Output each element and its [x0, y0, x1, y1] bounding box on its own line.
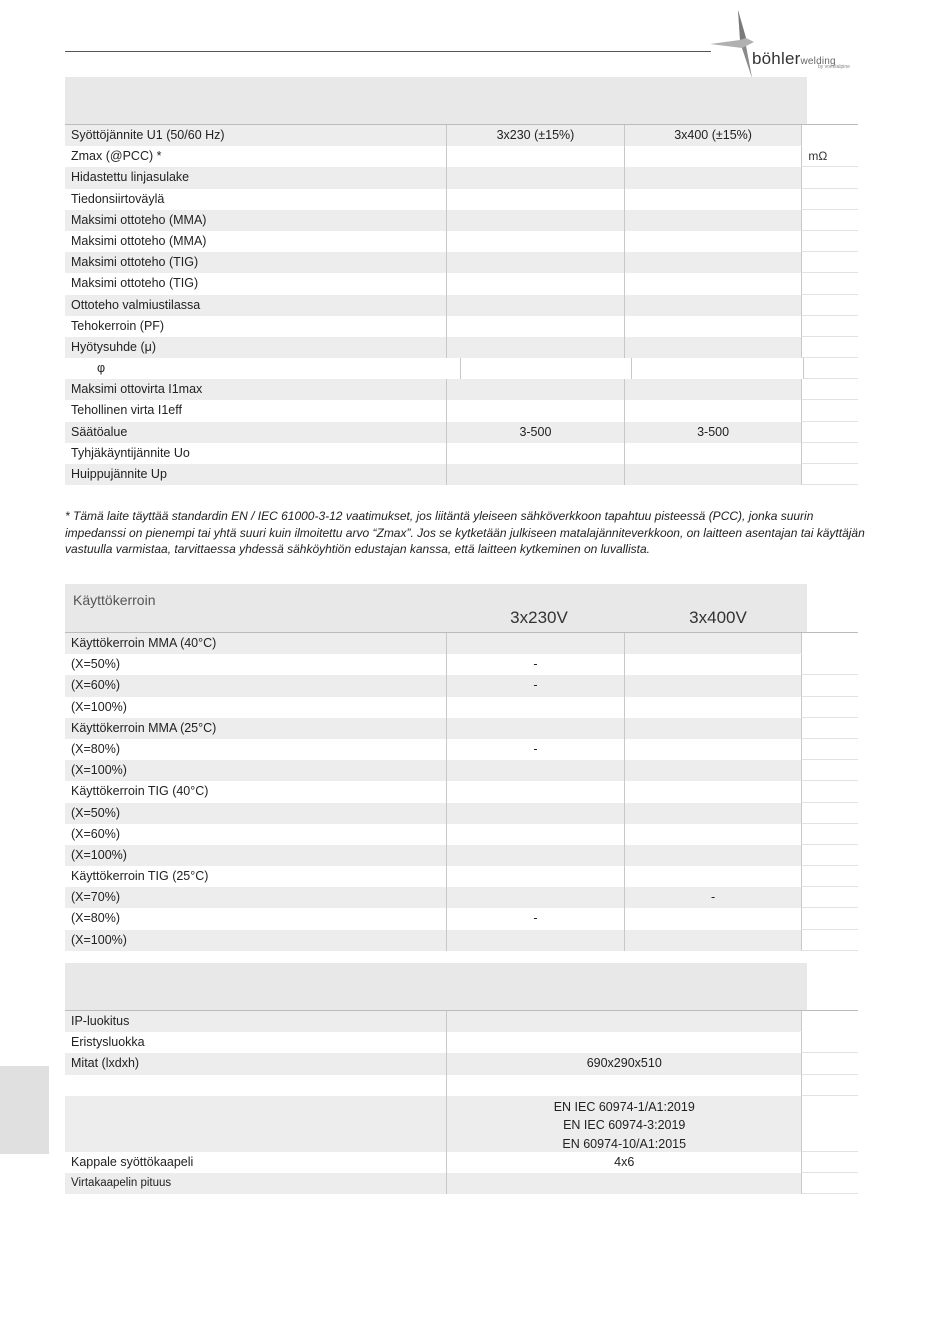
unit-cell — [801, 252, 858, 273]
table-row — [65, 146, 858, 167]
unit-cell — [801, 1075, 858, 1096]
brand-tagline: by voestalpine — [818, 64, 850, 70]
table-row — [65, 760, 858, 781]
row-value — [446, 1075, 801, 1096]
table-row — [65, 1152, 858, 1173]
table-row — [65, 1173, 858, 1194]
table-row — [65, 675, 858, 696]
table-row — [65, 1053, 858, 1074]
table-row — [65, 739, 858, 760]
unit-cell — [801, 273, 858, 294]
value-3x230 — [446, 273, 624, 294]
value-3x230 — [460, 358, 632, 379]
value-3x400 — [624, 443, 802, 464]
row-label — [65, 1096, 446, 1152]
row-label: (X=100%) — [71, 699, 127, 714]
value-3x400 — [624, 718, 802, 739]
physical-data-rows — [65, 1011, 858, 1194]
row-label: (X=80%) — [71, 911, 120, 926]
unit-cell — [801, 781, 858, 802]
table-row — [65, 125, 858, 146]
value-3x230 — [446, 189, 624, 210]
row-label: Käyttökerroin MMA (25°C) — [65, 718, 446, 739]
table-row — [65, 464, 858, 485]
unit-cell — [803, 358, 858, 379]
table-row — [65, 167, 858, 188]
row-label: Ottoteho valmiustilassa — [65, 295, 446, 316]
unit-cell — [801, 1053, 858, 1074]
row-label: (X=100%) — [65, 930, 446, 951]
duty-cycle-table — [65, 584, 858, 951]
value-3x400 — [624, 189, 802, 210]
row-label: Maksimi ottoteho (MMA) — [71, 233, 207, 248]
brand-suffix: welding — [800, 56, 836, 67]
value-3x230 — [446, 781, 624, 802]
row-label — [65, 1075, 446, 1096]
value-3x230: - — [446, 675, 624, 696]
table-row — [65, 231, 858, 252]
row-label: Käyttökerroin TIG (25°C) — [71, 869, 209, 884]
unit-cell — [801, 443, 858, 464]
value-3x400 — [624, 146, 802, 167]
table-row — [65, 633, 858, 654]
value-3x230 — [446, 400, 624, 421]
row-label: Tehokerroin (PF) — [71, 318, 165, 333]
row-label: (X=70%) — [65, 887, 446, 908]
row-label: Käyttökerroin MMA (40°C) — [65, 633, 446, 654]
table-row — [65, 1075, 858, 1096]
row-value — [446, 1173, 801, 1194]
value-3x230 — [446, 887, 624, 908]
table-row — [65, 654, 858, 675]
row-label: (X=50%) — [65, 803, 446, 824]
value-3x230 — [446, 697, 624, 718]
value-3x400 — [624, 337, 802, 358]
row-label: (X=50%) — [71, 657, 120, 672]
unit-cell — [801, 760, 858, 781]
table-row — [65, 358, 858, 379]
row-label: Tiedonsiirtoväylä — [71, 191, 165, 206]
row-label: Käyttökerroin TIG (40°C) — [71, 784, 209, 799]
table-row — [65, 1032, 858, 1053]
value-3x230 — [446, 231, 624, 252]
value-3x400 — [624, 930, 802, 951]
value-3x230 — [446, 167, 624, 188]
unit-cell — [801, 803, 858, 824]
duty-cycle-header — [65, 584, 807, 632]
unit-cell: mΩ — [801, 146, 858, 167]
duty-cycle-title: Käyttökerroin — [73, 592, 156, 608]
value-3x230 — [446, 718, 624, 739]
table-row — [65, 930, 858, 951]
unit-cell — [801, 1032, 858, 1053]
row-label: Maksimi ottoteho (TIG) — [65, 252, 446, 273]
unit-cell — [801, 210, 858, 231]
value-3x400 — [624, 781, 802, 802]
value-3x400 — [624, 167, 802, 188]
value-3x230 — [446, 930, 624, 951]
unit-cell — [801, 739, 858, 760]
unit-cell — [801, 379, 858, 400]
value-3x400 — [624, 464, 802, 485]
brand-name: böhler — [752, 49, 801, 68]
table-row — [65, 189, 858, 210]
unit-cell — [801, 824, 858, 845]
value-3x230 — [446, 803, 624, 824]
value-3x230: - — [446, 739, 624, 760]
unit-cell — [801, 1173, 858, 1194]
unit-cell — [801, 845, 858, 866]
value-3x400 — [624, 845, 802, 866]
table-row — [65, 697, 858, 718]
physical-data-header — [65, 963, 807, 1010]
value-3x230 — [446, 252, 624, 273]
unit-cell — [801, 464, 858, 485]
row-label: Kappale syöttökaapeli — [71, 1154, 194, 1169]
value-3x400 — [624, 675, 802, 696]
unit-cell — [801, 125, 858, 146]
unit-cell — [801, 1152, 858, 1173]
value-3x400 — [624, 866, 802, 887]
unit-cell — [801, 930, 858, 951]
physical-data-table — [65, 963, 858, 1194]
row-label: Huippujännite Up — [65, 464, 446, 485]
table-row — [65, 422, 858, 443]
value-3x230 — [446, 337, 624, 358]
unit-cell — [801, 675, 858, 696]
row-label: (X=80%) — [71, 741, 120, 756]
value-3x230 — [446, 633, 624, 654]
row-label: Tehollinen virta I1eff — [71, 403, 182, 418]
row-label: Zmax (@PCC) * — [71, 149, 162, 164]
row-label: Tyhjäkäyntijännite Uo — [71, 445, 190, 460]
row-label: φ — [97, 361, 106, 376]
table-row — [65, 866, 858, 887]
value-3x230 — [446, 210, 624, 231]
value-3x230 — [446, 824, 624, 845]
row-label: (X=60%) — [71, 826, 120, 841]
value-3x400 — [624, 824, 802, 845]
standard-line: EN IEC 60974-1/A1:2019 — [553, 1099, 695, 1114]
value-3x400 — [624, 295, 802, 316]
unit-cell — [801, 718, 858, 739]
table-row — [65, 273, 858, 294]
unit-cell — [801, 189, 858, 210]
unit-cell — [801, 697, 858, 718]
value-3x400 — [624, 803, 802, 824]
table-row — [65, 887, 858, 908]
row-label: Maksimi ottovirta I1max — [65, 379, 446, 400]
row-value: 4x6 — [446, 1152, 801, 1173]
table-row — [65, 718, 858, 739]
header-rule — [65, 51, 711, 52]
value-3x400 — [624, 316, 802, 337]
table-row — [65, 252, 858, 273]
table-row — [65, 803, 858, 824]
value-3x400 — [624, 273, 802, 294]
table-row — [65, 1096, 858, 1152]
row-label: Maksimi ottoteho (TIG) — [71, 276, 199, 291]
row-label: IP-luokitus — [65, 1011, 446, 1032]
value-3x230: - — [446, 908, 624, 929]
unit-cell — [801, 400, 858, 421]
unit-cell — [801, 337, 858, 358]
value-3x230 — [446, 866, 624, 887]
value-3x400 — [624, 400, 802, 421]
value-3x400 — [624, 908, 802, 929]
row-value — [446, 1032, 801, 1053]
row-value — [446, 1011, 801, 1032]
standard-line: EN IEC 60974-3:2019 — [563, 1118, 686, 1133]
value-3x400 — [624, 210, 802, 231]
value-3x400 — [624, 252, 802, 273]
unit-cell — [801, 866, 858, 887]
value-3x400 — [624, 231, 802, 252]
row-label: Virtakaapelin pituus — [65, 1173, 446, 1194]
table-row — [65, 845, 858, 866]
side-tab — [0, 1066, 49, 1154]
unit-cell — [801, 231, 858, 252]
value-3x230: 3x230 (±15%) — [446, 125, 624, 146]
standard-line: EN 60974-10/A1:2015 — [562, 1136, 687, 1151]
row-label: Hidastettu linjasulake — [65, 167, 446, 188]
row-label: (X=100%) — [65, 845, 446, 866]
table-row — [65, 210, 858, 231]
unit-cell — [801, 316, 858, 337]
value-3x230: - — [446, 654, 624, 675]
value-3x230 — [446, 760, 624, 781]
value-3x400 — [631, 358, 803, 379]
row-label: Maksimi ottoteho (MMA) — [65, 210, 446, 231]
unit-cell — [801, 633, 858, 654]
value-3x400 — [624, 654, 802, 675]
row-label: Hyötysuhde (μ) — [65, 337, 446, 358]
table-row — [65, 781, 858, 802]
table-row — [65, 316, 858, 337]
table-row — [65, 379, 858, 400]
value-3x230 — [446, 316, 624, 337]
unit-cell — [801, 422, 858, 443]
value-3x400: 3-500 — [624, 422, 802, 443]
value-3x400 — [624, 633, 802, 654]
electrical-data-header — [65, 77, 807, 124]
value-3x400 — [624, 739, 802, 760]
unit-cell — [801, 654, 858, 675]
row-value — [446, 1096, 801, 1152]
duty-cycle-rows — [65, 633, 858, 951]
unit-cell — [801, 908, 858, 929]
electrical-data-table — [65, 77, 858, 485]
value-3x230: 3-500 — [446, 422, 624, 443]
value-3x400: 3x400 (±15%) — [624, 125, 802, 146]
table-row — [65, 908, 858, 929]
value-3x230 — [446, 146, 624, 167]
value-3x230 — [446, 464, 624, 485]
unit-cell — [801, 887, 858, 908]
unit-cell — [801, 1011, 858, 1032]
row-label: (X=100%) — [65, 760, 446, 781]
unit-cell — [801, 295, 858, 316]
value-3x400: - — [624, 887, 802, 908]
row-label: Mitat (lxdxh) — [65, 1053, 446, 1074]
value-3x230 — [446, 443, 624, 464]
column-header-3x400v: 3x400V — [689, 608, 747, 627]
row-value: 690x290x510 — [446, 1053, 801, 1074]
zmax-footnote: * Tämä laite täyttää standardin EN / IEC 61000-3-12 vaatimukset, jos liitäntä yleiseen sähköverkkoon tapahtuu pisteessä (PCC), jonka suurin impedanssi on pienempi tai yhtä suuri kuin ilmoitettu arvo “Zmax”. Jos se kytketään julkiseen matalajänniteverkkoon, on laitteen asentajan tai käyttäjän vastuulla varmistaa, tarvittaessa yhdessä sähköyhtiön edustajan kanssa, että laitteen kytkeminen on luvallista. — [65, 509, 865, 556]
table-row — [65, 400, 858, 421]
table-row — [65, 443, 858, 464]
table-row — [65, 1011, 858, 1032]
unit-cell — [801, 167, 858, 188]
row-label: Syöttöjännite U1 (50/60 Hz) — [65, 125, 446, 146]
row-label: Eristysluokka — [71, 1035, 145, 1050]
row-label: (X=60%) — [65, 675, 446, 696]
electrical-data-rows — [65, 125, 858, 485]
value-3x400 — [624, 697, 802, 718]
value-3x230 — [446, 295, 624, 316]
value-3x400 — [624, 760, 802, 781]
table-row — [65, 824, 858, 845]
column-header-3x230v: 3x230V — [510, 608, 568, 627]
value-3x230 — [446, 845, 624, 866]
table-row — [65, 337, 858, 358]
value-3x230 — [446, 379, 624, 400]
unit-cell — [801, 1096, 858, 1152]
row-label: Säätöalue — [65, 422, 446, 443]
table-row — [65, 295, 858, 316]
value-3x400 — [624, 379, 802, 400]
